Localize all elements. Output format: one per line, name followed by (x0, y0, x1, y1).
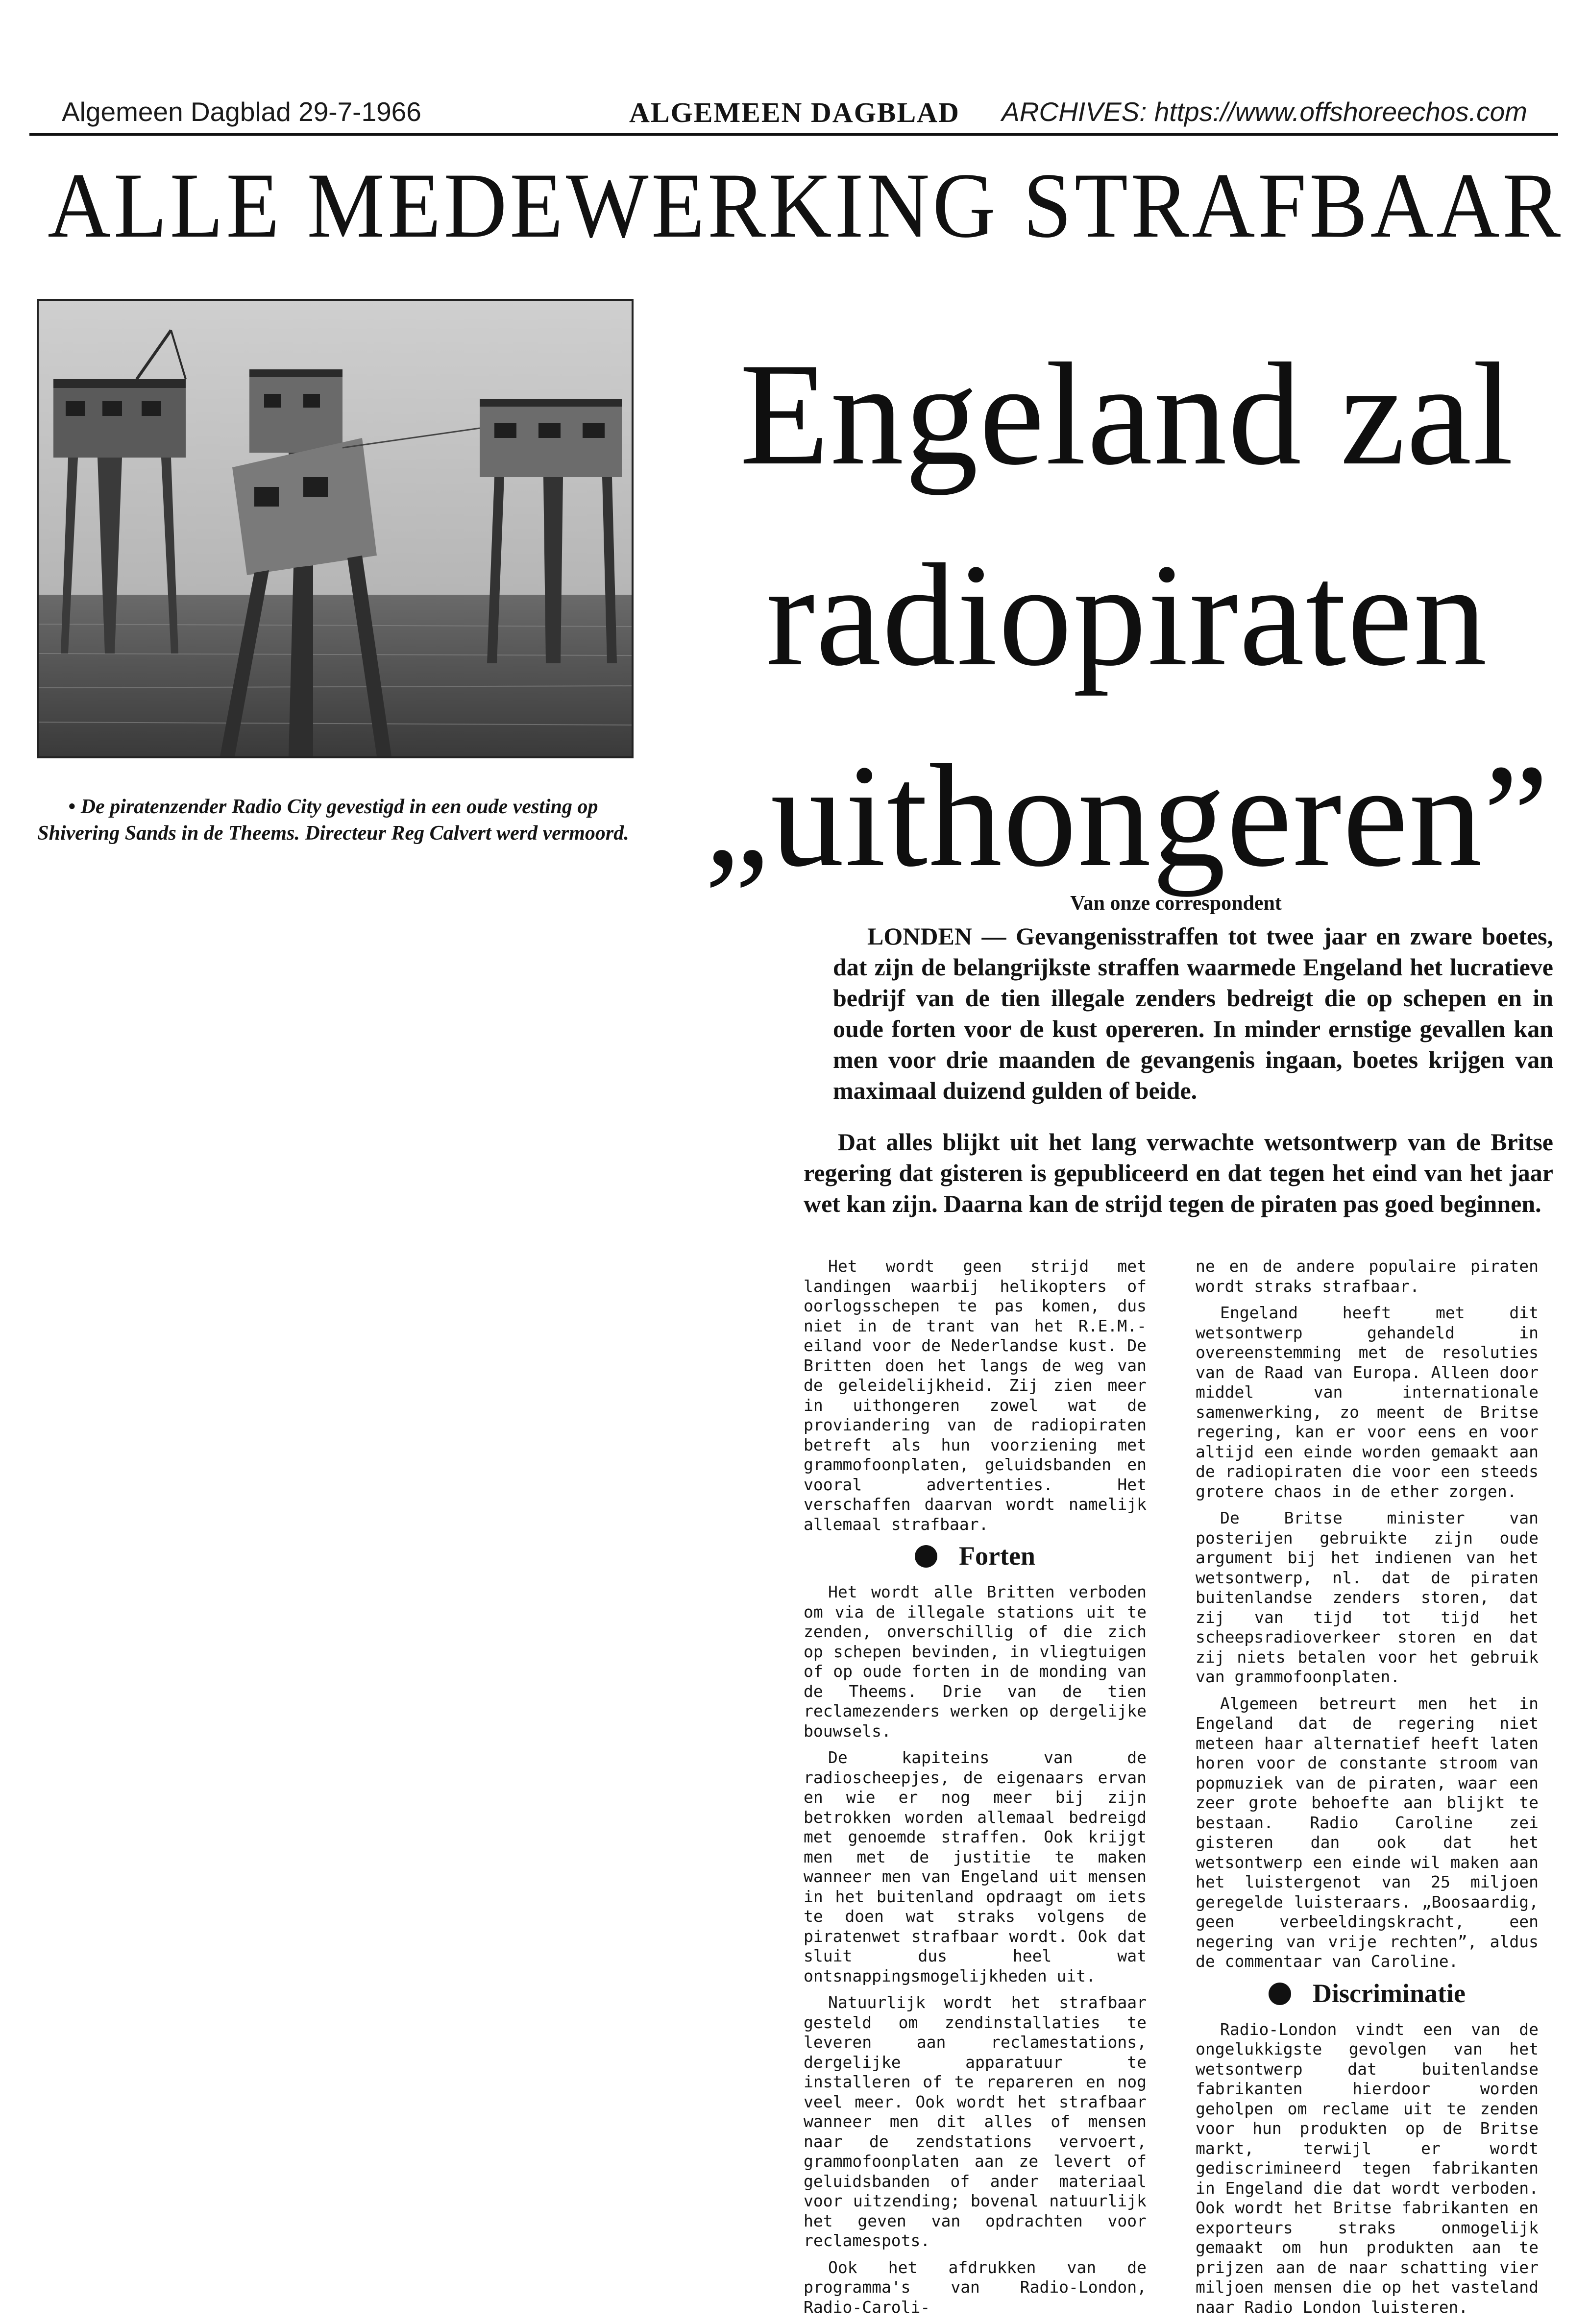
column2-paragraph: Engeland heeft met dit wetsontwerp gehandeld in overeenstemming met de resoluties van de Raad van Europa. Alleen door middel van internationale samenwerking, zo meent de Britse regering, kan er voor eens en voor altijd een einde worden gemaakt aan de radiopiraten die voor een steeds grotere chaos in de ether zorgen. (1196, 1303, 1539, 1501)
lead-paragraph-2: Dat alles blijkt uit het lang verwachte wetsontwerp van de Britse regering dat gisteren is gepubliceerd en dat tegen het eind van het jaar wet kan zijn. Daarna kan de strijd tegen de piraten pas goed beginnen. (804, 1128, 1553, 1217)
archive-source-label: Algemeen Dagblad 29-7-1966 (62, 97, 421, 127)
article-photo (37, 299, 634, 758)
bullet-dot-icon (915, 1545, 937, 1568)
lead-paragraph-1: LONDEN — Gevangenisstraffen tot twee jaar en zware boetes, dat zijn de belangrijkste straffen waarmede Engeland het lucratieve bedrijf van de tien illegale zenders bedreigt die op schepen en in oude forten voor de kust opereren. In minder ernstige gevallen kan men voor drie maanden de gevangenis ingaan, boetes krijgen van maximaal duizend gulden of beide. (833, 922, 1553, 1104)
headline-line-1: Engeland zal (739, 333, 1515, 495)
headline-line-2: radiopiraten (766, 533, 1488, 696)
column1-paragraph: De kapiteins van de radioscheepjes, de eigenaars ervan en wie er nog meer bij zijn betrokken worden allemaal bedreigd met genoemde straffen. Ook krijgt men met de justitie te maken wanneer men van Engeland uit mensen in het buitenland opdraagt om iets te doen wat straks volgens de piratenwet strafbaar wordt. Ook dat sluit dus heel wat ontsnappingsmogelijkheden uit. (804, 1748, 1147, 1985)
article-column-2 (1196, 1257, 1539, 2324)
subhead-discriminatie-label: Discriminatie (1313, 1978, 1466, 2008)
article-column-1 (804, 1257, 1147, 2324)
caption-text: De piratenzender Radio City gevestigd in een oude vesting op Shivering Sands in de Theems. Directeur Reg Calvert werd vermoord. (37, 796, 629, 845)
archive-url-label: ARCHIVES: https://www.offshoreechos.com (1002, 97, 1527, 127)
byline: Van onze correspondent (1070, 892, 1282, 915)
subhead-forten (804, 1541, 1147, 1571)
sea-fort-photo-illustration (39, 301, 632, 756)
main-headline (686, 314, 1568, 916)
kicker-headline: ALLE MEDEWERKING STRAFBAAR (48, 154, 1564, 257)
column1-paragraph: Het wordt geen strijd met landingen waarbij helikopters of oorlogsschepen te pas komen, dus niet in de trant van het R.E.M.-eiland voor de Nederlandse kust. De Britten doen het langs de weg van de geleidelijkheid. Zij zien meer in uithongeren zowel wat de proviandering van de radiopiraten betreft als hun voorziening met grammofoonplaten, geluidsbanden en vooral advertenties. Het verschaffen daarvan wordt namelijk allemaal strafbaar. (804, 1257, 1147, 1534)
header-rule (29, 133, 1558, 136)
photo-caption (37, 794, 630, 847)
subhead-forten-label: Forten (959, 1541, 1035, 1571)
subhead-discriminatie (1196, 1978, 1539, 2008)
column1-paragraph: Ook het afdrukken van de programma's van Radio-London, Radio-Caroli- (804, 2257, 1147, 2317)
column1-paragraph: Het wordt alle Britten verboden om via de illegale stations uit te zenden, onverschillig of die zich op schepen bevinden, in vliegtuigen of op oude forten in de monding van de Theems. Drie van de tien reclamezenders werken op dergelijke bouwsels. (804, 1582, 1147, 1741)
column2-paragraph: Algemeen betreurt men het in Engeland dat de regering niet meteen haar alternatief heeft laten horen voor de constante stroom van popmuziek van de piraten, waar een zeer grote behoefte aan blijkt te bestaan. Radio Caroline zei gisteren dan ook dat het wetsontwerp een einde wil maken aan het luistergenot van 25 miljoen geregelde luisteraars. „Boosaardig, geen verbeeldingskracht, een negering van vrije rechten”, aldus de commentaar van Caroline. (1196, 1694, 1539, 1971)
newspaper-masthead: ALGEMEEN DAGBLAD (629, 97, 960, 128)
column2-paragraph: ne en de andere populaire piraten wordt straks strafbaar. (1196, 1257, 1539, 1296)
column1-paragraph: Natuurlijk wordt het strafbaar gesteld om zendinstallaties te leveren aan reclamestations, dergelijke apparatuur te installeren of te repareren en nog veel meer. Ook wordt het strafbaar wanneer men dit alles of mensen naar de zendstations vervoert, grammofoonplaten aan ze levert of geluidsbanden of ander materiaal voor uitzending; bovenal natuurlijk het geven van opdrachten voor reclamespots. (804, 1993, 1147, 2250)
bullet-dot-icon (1269, 1983, 1291, 2005)
headline-line-3: „uithongeren” (704, 734, 1550, 897)
caption-bullet: • (68, 796, 76, 818)
column2-paragraph: Radio-London vindt een van de ongelukkigste gevolgen van het wetsontwerp dat buitenlandse fabrikanten hierdoor worden geholpen om reclame uit te zenden voor hun produkten op de Britse markt, terwijl er wordt gediscrimineerd tegen fabrikanten in Engeland die dat wordt verboden. Ook wordt het Britse fabrikanten en exporteurs straks onmogelijk gemaakt om hun produkten aan te prijzen aan de naar schatting vier miljoen mensen die op het vasteland naar Radio London luisteren. (1196, 2019, 1539, 2317)
column2-paragraph: De Britse minister van posterijen gebruikte zijn oude argument bij het indienen van het wetsontwerp, nl. dat de piraten buitenlandse zenders storen, dat zij van tijd tot tijd het scheepsradioverkeer storen en dat zij niets betalen voor het gebruik van grammofoonplaten. (1196, 1508, 1539, 1686)
